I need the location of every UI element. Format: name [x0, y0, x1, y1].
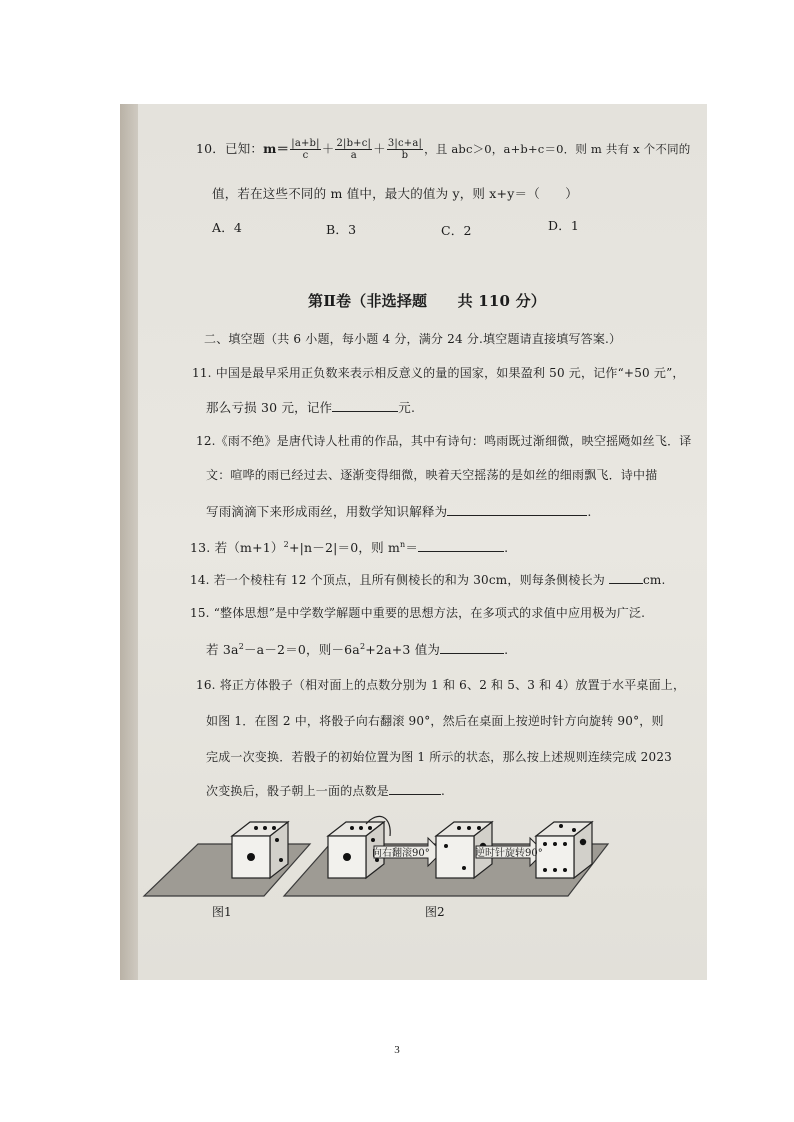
q10-plus2: ＋	[373, 141, 386, 156]
q13-sup2: n	[400, 539, 406, 549]
q10-fraction-3	[387, 138, 423, 161]
q14-text-a: 14. 若一个棱柱有 12 个顶点，且所有侧棱长的和为 30cm，则每条侧棱长为	[190, 573, 605, 587]
q10-f3-den: b	[401, 150, 409, 161]
q10-fraction-2	[335, 138, 372, 161]
q11-line1: 11. 中国是最早采用正负数来表示相反意义的量的国家，如果盈利 50 元，记作“+50 元”，	[192, 366, 685, 380]
q12-line2: 文：喧哗的雨已经过去、逐渐变得细微，映着天空摇荡的是如丝的细雨飘飞．诗中描	[206, 468, 658, 482]
q16-line2: 如图 1．在图 2 中，将骰子向右翻滚 90°，然后在桌面上按逆时针方向旋转 90°，则	[206, 714, 664, 728]
q15-line2c: +2a+3 值为	[365, 642, 441, 657]
q10-f1-num: |a+b|	[291, 138, 320, 149]
q14-line	[190, 571, 666, 588]
q13-text-c: ＝	[405, 540, 419, 555]
q15-sup2: 2	[359, 641, 366, 651]
q10-option-b: B．3	[326, 222, 357, 237]
q16-line4a: 次变换后，骰子朝上一面的点数是	[206, 784, 390, 798]
q14-answer-blank[interactable]	[609, 571, 643, 584]
q15-sup1: 2	[238, 641, 244, 651]
q10-line1	[196, 138, 690, 161]
q15-line2a: 若 3a	[206, 642, 239, 657]
q16-line3: 完成一次变换．若骰子的初始位置为图 1 所示的状态，那么按上述规则连续完成 2023	[206, 750, 673, 764]
q10-fraction-1	[290, 138, 320, 161]
q10-f2-den: a	[350, 150, 357, 161]
q10-prefix: 10．已知：	[196, 141, 264, 156]
q12-line3	[206, 502, 592, 520]
q12-answer-blank[interactable]	[447, 503, 587, 516]
q13-line	[190, 538, 508, 556]
q11-answer-blank[interactable]	[332, 399, 398, 412]
q15-answer-blank[interactable]	[440, 641, 504, 654]
q10-m-eq: m＝	[263, 141, 290, 156]
q10-option-d: D．1	[548, 218, 580, 233]
figure-1-label: 图1	[212, 905, 232, 919]
q12-line3a: 写雨滴滴下来形成雨丝，用数学知识解释为	[206, 504, 448, 519]
q16-answer-blank[interactable]	[389, 782, 441, 795]
q11-line2a: 那么亏损 30 元，记作	[206, 400, 333, 415]
q15-line2b: －a－2＝0，则－6a	[243, 642, 360, 657]
q10-f3-num: 3|c+a|	[387, 138, 423, 149]
q12-line1: 12.《雨不绝》是唐代诗人杜甫的作品，其中有诗句：鸣雨既过渐细微，映空摇飏如丝飞．译	[196, 434, 692, 448]
q10-suffix: ，且 abc＞0，a+b+c＝0．则 m 共有 x 个不同的	[424, 142, 691, 156]
q13-text-a: 13. 若（m+1）	[190, 540, 284, 555]
q15-line2	[206, 640, 508, 658]
q14-text-b: cm.	[643, 573, 666, 587]
q15-line2d: .	[504, 642, 509, 657]
q10-f2-num: 2|b+c|	[336, 138, 372, 149]
arrow-roll-label: 向右翻滚90°	[372, 848, 430, 859]
arrow-rotate-label: 逆时针旋转90°	[475, 848, 543, 859]
q13-answer-blank[interactable]	[418, 539, 504, 552]
q16-line4	[206, 782, 445, 799]
dice-figure	[120, 800, 680, 1000]
q13-sup: 2	[283, 539, 289, 549]
figure-2-label: 图2	[425, 905, 445, 919]
section-instructions: 二、填空题（共 6 小题，每小题 4 分，满分 24 分.填空题请直接填写答案.）	[204, 332, 622, 346]
q12-line3b: .	[587, 504, 592, 519]
section-title: 第Ⅱ卷（非选择题 共 110 分）	[308, 292, 546, 310]
q10-line2: 值，若在这些不同的 m 值中，最大的值为 y，则 x+y＝（ ）	[212, 186, 578, 201]
q11-line2	[206, 398, 415, 416]
q10-option-a: A．4	[212, 220, 243, 235]
q16-line1: 16. 将正方体骰子（相对面上的点数分别为 1 和 6、2 和 5、3 和 4）放置于水平桌面上，	[196, 678, 686, 692]
dice-fig2-final	[536, 822, 592, 878]
q15-line1: 15. “整体思想”是中学数学解题中重要的思想方法，在多项式的求值中应用极为广泛.	[190, 606, 646, 620]
page-number: 3	[394, 1044, 400, 1056]
q10-plus1: ＋	[321, 141, 335, 156]
q10-option-c: C．2	[441, 223, 472, 238]
q13-text-b: +|n－2|＝0，则 m	[288, 540, 401, 555]
q11-line2b: 元.	[398, 400, 416, 415]
q13-text-d: .	[504, 540, 509, 555]
dice-fig1	[232, 822, 288, 878]
q16-line4b: .	[441, 784, 446, 798]
q10-f1-den: c	[302, 150, 309, 161]
